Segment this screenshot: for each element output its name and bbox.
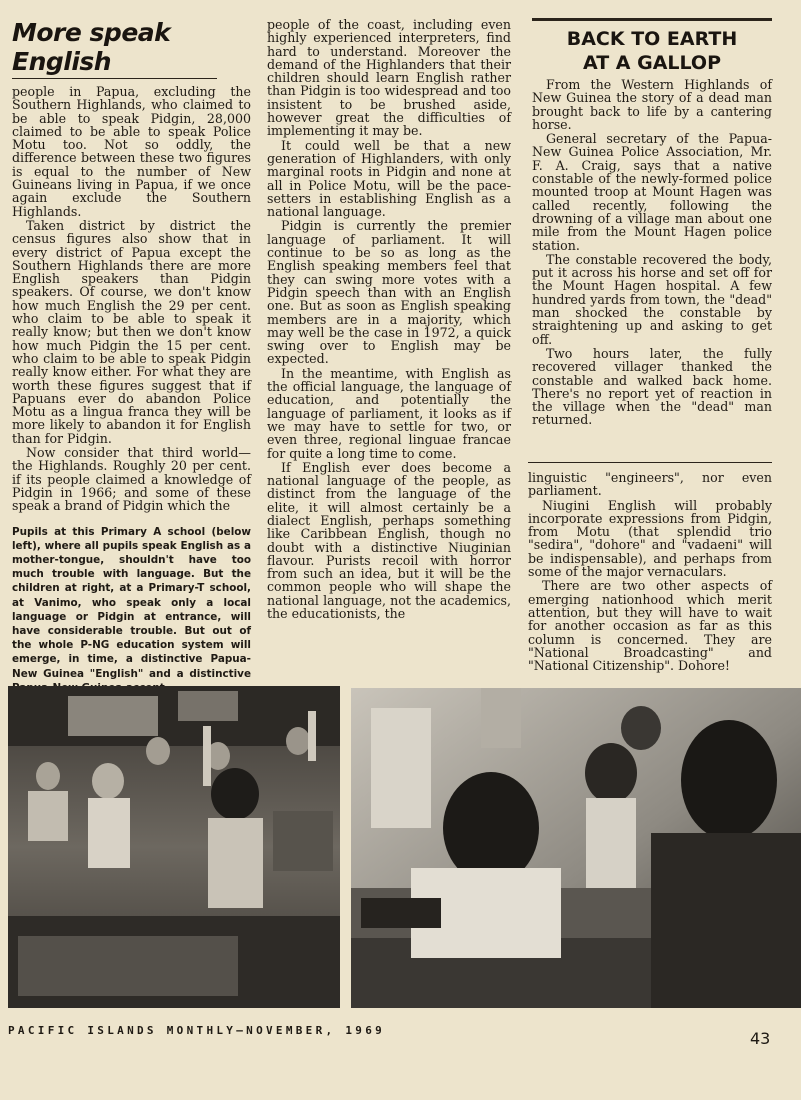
photo-caption: Pupils at this Primary A school (below left), where all pupils speak English as a mother-tongue, shouldn't have too much trouble with language. But the children at right, at a Primary-T school, at Vanimo, who speak only a local language or Pidgin at entrance, will have considerable trouble. But out of the whole P-NG education system will emerge, in time, a distinctive Papua-New Guinea "English" and a distinctive <box>12 525 251 680</box>
box-text <box>532 78 772 427</box>
paragraph: people of the coast, including even highly experienced interpreters, find hard to understand. Moreover the demand of the Highlanders that their children should learn English rather than Pidgin is too widespread and too insistent to be brushed aside, however great the difficulties of implementing it may be. <box>267 17 511 139</box>
column-1-text <box>12 85 251 513</box>
sidebar-story-box <box>532 18 772 458</box>
paragraph: Pidgin is currently the premier language of parliament. It will continue to be so as long as the English speaking members feel that they can swing more votes with a Pidgin speech than with an English one. But as soon as English speaking members are in a majority, which may well be the case in 1972, a quick swing over to English may be expected. <box>267 218 511 367</box>
box-paragraph: Two hours later, the fully recovered villager thanked the constable and walked back home. There's no report yet of reaction in the village when the "dead" man returned. <box>532 345 772 428</box>
box-paragraph: General secretary of the Papua-New Guinea Police Association, Mr. F. A. Craig, says that a native constable of the newly-formed police mounted troop at Mount Hagen was called recently, following the drowning of a village man about one mile from the Mount Hagen police station. <box>532 131 772 253</box>
column-1 <box>12 18 251 683</box>
classroom-photo-left <box>8 686 340 1008</box>
box-paragraph: The constable recovered the body, put it across his horse and set off for the Mount Hagen hospital. A few hundred yards from town, the "dead" man shocked the constable by straightening up and asking to get off. <box>532 251 772 347</box>
classroom-photo-right <box>351 688 801 1008</box>
box-title-line-1: BACK TO EARTH <box>566 28 738 50</box>
box-bottom-rule <box>528 462 772 463</box>
article-headline: More speak English <box>12 18 171 76</box>
box-top-rule <box>532 18 772 21</box>
column-3-text <box>528 471 772 672</box>
paragraph: There are two other aspects of emerging nationhood which merit attention, but they will have to wait for another occasion as far as this column is concerned. They are "National Broadcasting" and "National Citizenship". Dohore! <box>528 578 772 674</box>
classroom-photo-right-image <box>351 688 801 1008</box>
column-3 <box>528 462 772 682</box>
page-number: 43 <box>750 1029 771 1048</box>
paragraph: If English ever does become a national language of the people, as distinct from the language of the elite, it will almost certainly be a dialect English, perhaps something like Caribbean English, though no doubt with a distinctive Niuginian flavour. Purists recoil with horror from such an idea, but it will be the common people who will shape the national language, not the academics, the educationists, the <box>267 459 511 622</box>
paragraph: In the meantime, with English as the official language, the language of education, and potentially the language of parliament, it looks as if we may have to settle for two, or even three, regional linguae francae for quite a long time to come. <box>267 365 511 461</box>
box-title-line-2: AT A GALLOP <box>582 52 722 74</box>
paragraph: people in Papua, excluding the Southern Highlands, who claimed to be able to speak Pidgin, 28,000 claimed to be able to speak Police Motu too. Not so oddly, the difference between these two figures is equal to the number of New Guineans living in Papua, if we once again exclude the Southern Highlands. <box>12 84 251 219</box>
classroom-photo-left-image <box>8 686 340 1008</box>
paragraph: linguistic "engineers", nor even parliament. <box>528 470 772 499</box>
box-paragraph: From the Western Highlands of New Guinea the story of a dead man brought back to life by a cantering horse. <box>532 77 772 132</box>
column-2-text <box>267 18 511 620</box>
box-title <box>532 27 772 75</box>
paragraph: Taken district by district the census figures also show that in every district of Papua except the Southern Highlands there are more English speakers than Pidgin speakers. Of course, we don't know how much English the 29 per cent. who claim to be able to speak it really know; but then we don't know how much Pidgin the 15 per cent. who claim to be able to speak Pidgin really know either. For what they are worth these figures suggest that if Papuans ever do abandon Police Motu as a lingua franca they will be more likely to abandon it for English than for Pidgin. <box>12 217 251 446</box>
headline-rule <box>12 78 217 79</box>
footer-masthead: PACIFIC ISLANDS MONTHLY—NOVEMBER, 1969 <box>8 1024 386 1037</box>
paragraph: Now consider that third world—the Highlands. Roughly 20 per cent. if its people claimed a knowledge of Pidgin in 1966; and some of these speak a brand of Pidgin which the <box>12 445 251 514</box>
paragraph: Niugini English will probably incorporate expressions from Pidgin, from Motu (that splendid trio "sedira", "dohore" and "vadaeni" will be indispensable), and perhaps from some of the major vernaculars. <box>528 497 772 580</box>
column-2 <box>267 18 511 683</box>
paragraph: It could well be that a new generation of Highlanders, with only marginal roots in Pidgin and none at all in Police Motu, will be the pace-setters in establishing English as a national language. <box>267 137 511 220</box>
